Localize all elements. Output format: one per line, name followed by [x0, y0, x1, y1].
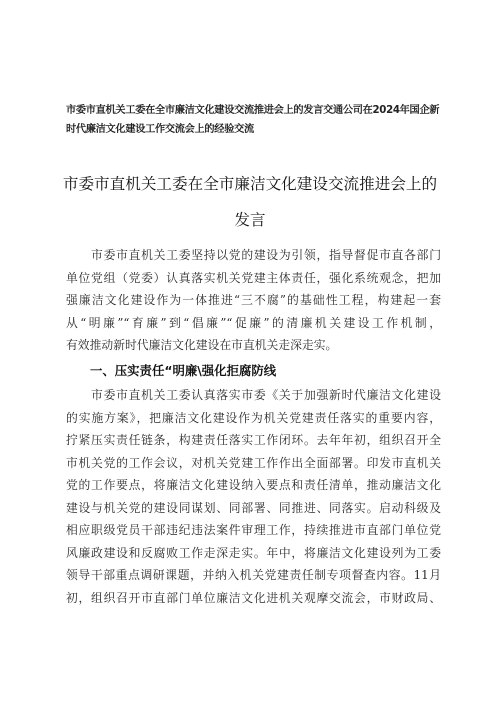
paragraph-line: 初，组织召开市直部门单位廉洁文化进机关观摩交流会，市财政局、 [66, 590, 441, 605]
document-title [60, 166, 440, 238]
paragraph-line: 相应职级党员干部违纪违法案件审理工作，持续推进市直部门单位党 [66, 523, 441, 537]
intro-paragraph [66, 244, 441, 357]
title-line: 发言 [234, 211, 266, 229]
header-line: 市委市直机关工委在全市廉洁文化建设交流推进会上的发言交通公司在2024年国企新 [66, 105, 440, 116]
paragraph-line: 从“明廉”“育廉”到“倡廉”“促廉”的清廉机关建设工作机制， [66, 315, 441, 330]
paragraph-line: 的实施方案》，把廉洁文化建设作为机关党建责任落实的重要内容， [66, 410, 441, 425]
document-header [66, 101, 446, 139]
section-paragraph [66, 384, 441, 609]
paragraph-line: 市委市直机关工委坚持以党的建设为引领，指导督促市直各部门 [66, 248, 441, 262]
paragraph-line: 拧紧压实责任链条，构建责任落实工作闭环。去年年初，组织召开全 [66, 433, 441, 447]
paragraph-line: 市委市直机关工委认真落实市委《关于加强新时代廉洁文化建设 [66, 388, 441, 402]
paragraph-line: 风廉政建设和反腐败工作走深走实。年中，将廉洁文化建设列为工委 [66, 545, 441, 560]
paragraph-line: 建设与机关党的建设同谋划、同部署、同推进、同落实。启动科级及 [66, 500, 441, 515]
paragraph-line: 强廉洁文化建设作为一体推进“三不腐”的基础性工程，构建起一套 [66, 293, 441, 307]
paragraph-line: 领导干部重点调研课题，并纳入机关党建责任制专项督查内容。11月 [66, 568, 441, 582]
paragraph-line: 市机关党的工作会议，对机关党建工作作出全面部署。印发市直机关 [66, 455, 441, 470]
paragraph-line: 有效推动新时代廉洁文化建设在市直机关走深走实。 [66, 338, 338, 352]
paragraph-line: 党的工作要点，将廉洁文化建设纳入要点和责任清单，推动廉洁文化 [66, 478, 441, 492]
paragraph-line: 单位党组（党委）认真落实机关党建主体责任，强化系统观念，把加 [66, 270, 441, 285]
section-heading: 一、压实责任“明廉\强化拒腐防线 [90, 363, 277, 378]
title-line: 市委市直机关工委在全市廉洁文化建设交流推进会上的 [62, 175, 438, 193]
header-line: 时代廉洁文化建设工作交流会上的经验交流 [66, 124, 254, 135]
